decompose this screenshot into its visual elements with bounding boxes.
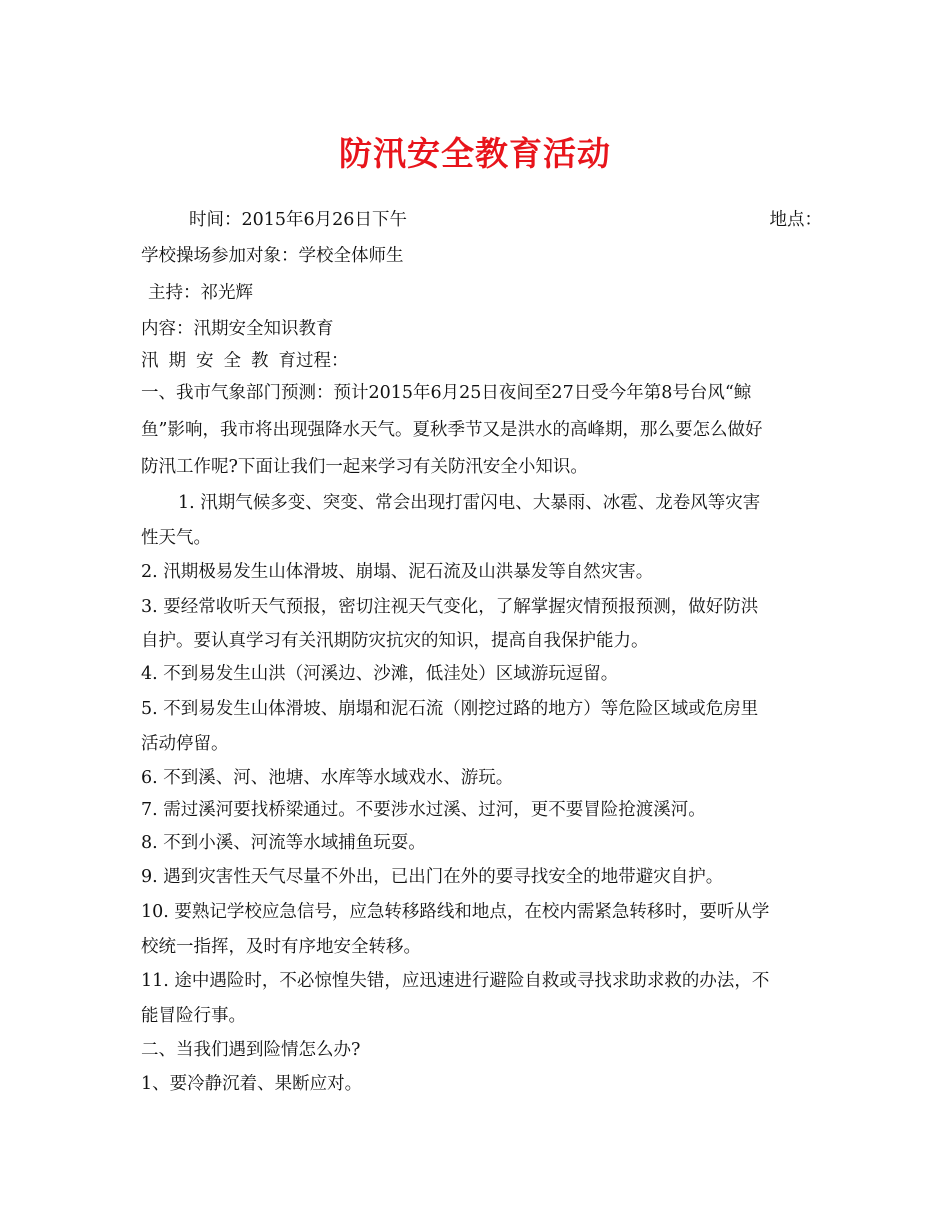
event-host: 主持：祁光辉 [148, 283, 253, 303]
list-item-10: 10. 要熟记学校应急信号，应急转移路线和地点，在校内需紧急转移时，要听从学 [141, 902, 770, 922]
list-item-1-continued: 性天气。 [141, 528, 211, 548]
intro-line: 鱼”影响，我市将出现强降水天气。夏秋季节又是洪水的高峰期，那么要怎么做好 [141, 420, 763, 440]
process-heading-spaced: 汛期安全教 [141, 351, 279, 371]
list-item-11-continued: 能冒险行事。 [141, 1006, 246, 1026]
intro-line: 一、我市气象部门预测：预计2015年6月25日夜间至27日受今年第8号台风“鲸 [141, 383, 752, 403]
section-2-heading: 二、当我们遇到险情怎么办? [141, 1040, 361, 1060]
list-item-8: 8. 不到小溪、河流等水域捕鱼玩耍。 [141, 833, 426, 853]
event-content: 内容：汛期安全知识教育 [141, 319, 334, 339]
process-heading-rest: 育过程： [278, 351, 349, 371]
event-time: 时间：2015年6月26日下午 [189, 210, 407, 230]
process-heading [141, 349, 349, 373]
list-item-11: 11. 途中遇险时，不必惊惶失错，应迅速进行避险自救或寻找求助求救的办法，不 [141, 971, 770, 991]
list-item-6: 6. 不到溪、河、池塘、水库等水域戏水、游玩。 [141, 768, 514, 788]
list-item-5: 5. 不到易发生山体滑坡、崩塌和泥石流（刚挖过路的地方）等危险区域或危房里 [141, 699, 759, 719]
section-2-item-1: 1、要冷静沉着、果断应对。 [141, 1074, 363, 1094]
list-item-1: 1. 汛期气候多变、突变、常会出现打雷闪电、大暴雨、冰雹、龙卷风等灾害 [178, 493, 761, 513]
event-location-label: 地点： [769, 210, 822, 230]
list-item-10-continued: 校统一指挥，及时有序地安全转移。 [141, 937, 421, 957]
document-title: 防汛安全教育活动 [339, 134, 611, 173]
list-item-4: 4. 不到易发生山洪（河溪边、沙滩，低洼处）区域游玩逗留。 [141, 664, 619, 684]
intro-line: 防汛工作呢?下面让我们一起来学习有关防汛安全小知识。 [141, 457, 588, 477]
event-location-and-audience: 学校操场参加对象：学校全体师生 [141, 246, 404, 266]
list-item-9: 9. 遇到灾害性天气尽量不外出，已出门在外的要寻找安全的地带避灾自护。 [141, 867, 724, 887]
list-item-2: 2. 汛期极易发生山体滑坡、崩塌、泥石流及山洪暴发等自然灾害。 [141, 562, 654, 582]
list-item-5-continued: 活动停留。 [141, 734, 229, 754]
list-item-3-continued: 自护。要认真学习有关汛期防灾抗灾的知识，提高自我保护能力。 [141, 631, 649, 651]
list-item-7: 7. 需过溪河要找桥梁通过。不要涉水过溪、过河，更不要冒险抢渡溪河。 [141, 800, 706, 820]
list-item-3: 3. 要经常收听天气预报，密切注视天气变化，了解掌握灾情预报预测，做好防洪 [141, 597, 759, 617]
